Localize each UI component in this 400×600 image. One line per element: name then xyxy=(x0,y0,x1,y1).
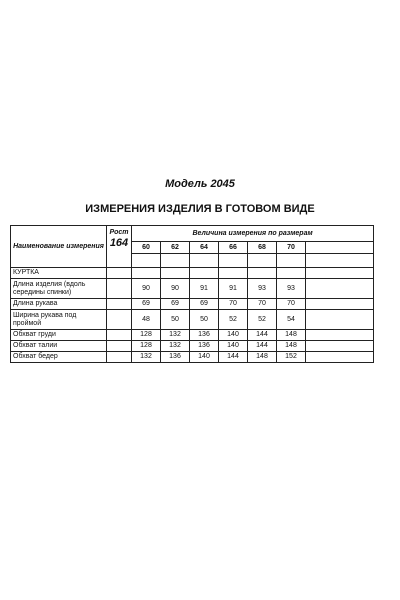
table-row xyxy=(11,352,374,363)
value-cell: 69 xyxy=(190,299,219,310)
value-cell: 148 xyxy=(277,330,306,341)
height-cell xyxy=(107,352,132,363)
value-cell: 93 xyxy=(248,279,277,299)
height-cell xyxy=(107,310,132,330)
measurement-name: Длина рукава xyxy=(11,299,107,310)
size-header: 68 xyxy=(248,242,277,254)
empty-cell xyxy=(219,254,248,268)
height-header xyxy=(107,226,132,268)
value-cell: 70 xyxy=(248,299,277,310)
table-row xyxy=(11,299,374,310)
empty-cell xyxy=(248,254,277,268)
empty-cell xyxy=(190,268,219,279)
size-header: 64 xyxy=(190,242,219,254)
value-cell xyxy=(306,341,374,352)
value-cell: 128 xyxy=(132,341,161,352)
value-cell xyxy=(306,352,374,363)
empty-cell xyxy=(248,268,277,279)
value-cell xyxy=(306,299,374,310)
value-cell: 90 xyxy=(161,279,190,299)
size-header: 62 xyxy=(161,242,190,254)
value-cell: 69 xyxy=(161,299,190,310)
value-cell: 54 xyxy=(277,310,306,330)
measurement-name: Обхват бедер xyxy=(11,352,107,363)
value-cell: 152 xyxy=(277,352,306,363)
empty-cell xyxy=(277,268,306,279)
value-cell: 132 xyxy=(161,341,190,352)
value-cell: 70 xyxy=(219,299,248,310)
empty-cell xyxy=(219,268,248,279)
empty-cell xyxy=(306,254,374,268)
value-cell: 90 xyxy=(132,279,161,299)
model-title: Модель 2045 xyxy=(165,178,235,190)
value-cell: 50 xyxy=(161,310,190,330)
value-cell: 132 xyxy=(132,352,161,363)
height-cell xyxy=(107,299,132,310)
header-row-top xyxy=(11,226,374,242)
table-row xyxy=(11,330,374,341)
value-cell: 136 xyxy=(161,352,190,363)
value-cell: 48 xyxy=(132,310,161,330)
measurement-name: Обхват груди xyxy=(11,330,107,341)
empty-cell xyxy=(132,254,161,268)
document-title: ИЗМЕРЕНИЯ ИЗДЕЛИЯ В ГОТОВОМ ВИДЕ xyxy=(85,203,315,215)
height-cell xyxy=(107,330,132,341)
section-label: КУРТКА xyxy=(11,268,107,279)
size-header xyxy=(306,242,374,254)
value-cell: 132 xyxy=(161,330,190,341)
measurements-table xyxy=(10,225,374,363)
value-cell: 144 xyxy=(219,352,248,363)
value-cell: 91 xyxy=(190,279,219,299)
measurement-name: Обхват талии xyxy=(11,341,107,352)
value-cell: 52 xyxy=(248,310,277,330)
empty-cell xyxy=(277,254,306,268)
value-cell: 148 xyxy=(277,341,306,352)
empty-cell xyxy=(190,254,219,268)
value-cell: 140 xyxy=(219,341,248,352)
empty-cell xyxy=(306,268,374,279)
empty-cell xyxy=(161,254,190,268)
table-row xyxy=(11,310,374,330)
size-header: 66 xyxy=(219,242,248,254)
measurement-name: Ширина рукава под проймой xyxy=(11,310,107,330)
value-cell: 70 xyxy=(277,299,306,310)
value-cell: 50 xyxy=(190,310,219,330)
size-header: 70 xyxy=(277,242,306,254)
value-cell: 69 xyxy=(132,299,161,310)
empty-cell xyxy=(132,268,161,279)
size-header: 60 xyxy=(132,242,161,254)
measurement-name: Длина изделия (вдоль середины спинки) xyxy=(11,279,107,299)
value-cell xyxy=(306,330,374,341)
height-label: Рост xyxy=(109,229,129,236)
table-row xyxy=(11,279,374,299)
section-row xyxy=(11,268,374,279)
value-cell: 140 xyxy=(219,330,248,341)
value-cell: 91 xyxy=(219,279,248,299)
empty-cell xyxy=(107,268,132,279)
value-cell: 144 xyxy=(248,330,277,341)
height-cell xyxy=(107,341,132,352)
value-cell: 136 xyxy=(190,341,219,352)
value-cell xyxy=(306,310,374,330)
value-cell: 144 xyxy=(248,341,277,352)
height-cell xyxy=(107,279,132,299)
value-cell: 93 xyxy=(277,279,306,299)
empty-cell xyxy=(161,268,190,279)
height-value: 164 xyxy=(109,237,129,249)
measurement-name-header: Наименование измерения xyxy=(11,226,107,268)
value-cell: 136 xyxy=(190,330,219,341)
value-cell: 128 xyxy=(132,330,161,341)
value-cell: 52 xyxy=(219,310,248,330)
table-row xyxy=(11,341,374,352)
value-cell xyxy=(306,279,374,299)
value-cell: 140 xyxy=(190,352,219,363)
sizes-caption: Величина измерения по размерам xyxy=(132,226,374,242)
value-cell: 148 xyxy=(248,352,277,363)
